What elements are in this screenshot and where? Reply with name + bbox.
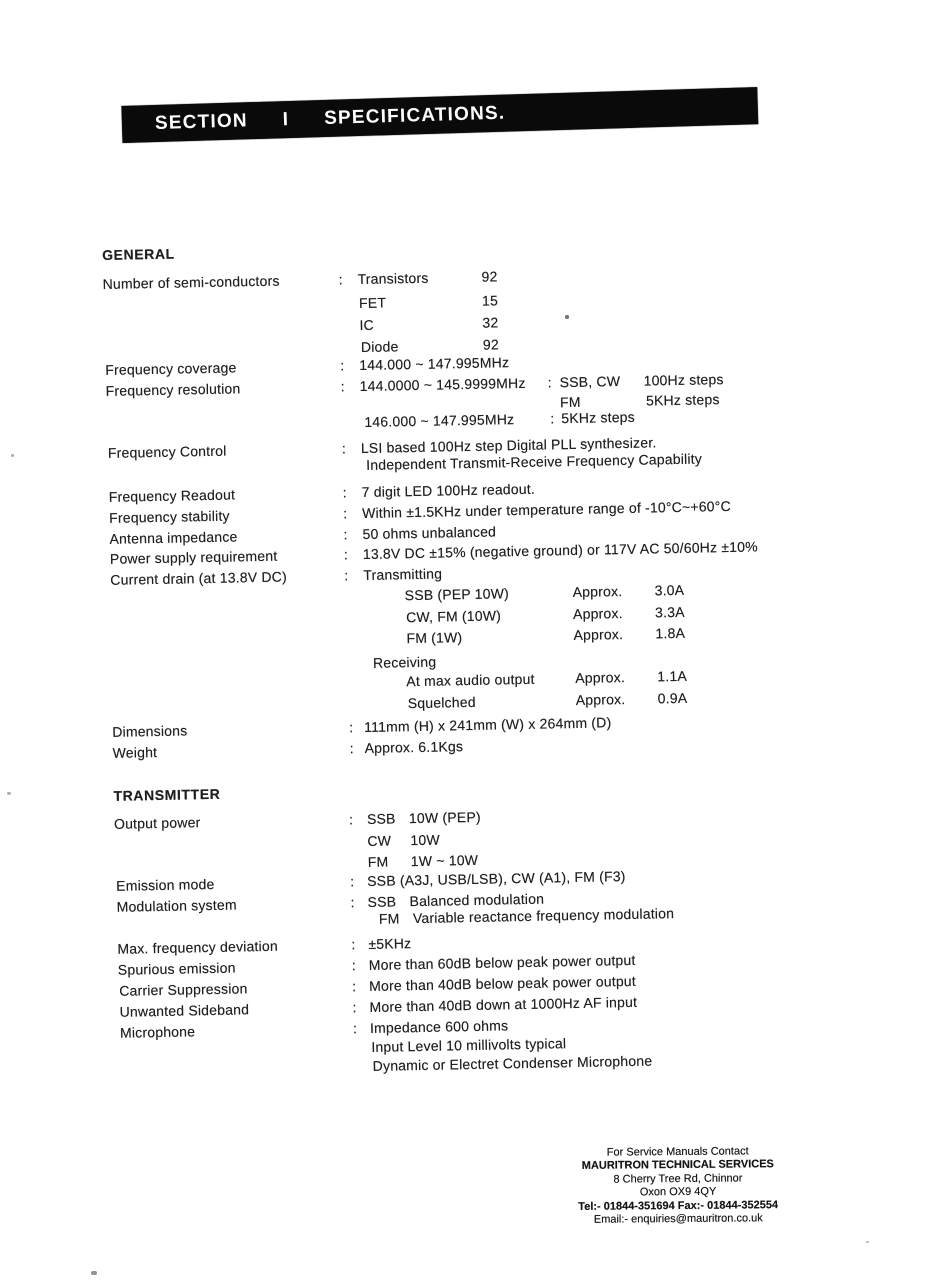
spec-value: LSI based 100Hz step Digital PLL synthesizer.: [360, 434, 657, 457]
colon-separator: :: [350, 894, 355, 911]
colon-separator: :: [343, 546, 349, 563]
colon-separator: :: [550, 410, 555, 427]
spec-value: 10W (PEP): [408, 808, 481, 827]
spec-value: Dynamic or Electret Condenser Microphone: [372, 1052, 653, 1074]
spec-value: Diode: [360, 338, 399, 356]
scan-speck: [866, 1241, 869, 1243]
colon-separator: :: [350, 873, 355, 890]
spec-label: Number of semi-conductors: [102, 272, 280, 292]
colon-separator: :: [352, 999, 357, 1016]
spec-value: 144.000 ~ 147.995MHz: [359, 354, 510, 374]
colon-separator: :: [351, 936, 356, 953]
footer-line-phone: Tel:- 01844-351694 Fax:- 01844-352554: [578, 1198, 779, 1213]
spec-label: Antenna impedance: [109, 528, 238, 547]
spec-label: Frequency coverage: [105, 359, 237, 378]
spec-value: Approx.: [573, 626, 624, 643]
spec-value: CW, FM (10W): [405, 607, 502, 626]
spec-value: 1.1A: [657, 667, 688, 685]
spec-value: 111mm (H) x 241mm (W) x 264mm (D): [364, 714, 612, 736]
spec-value: Balanced modulation: [409, 890, 545, 910]
spec-value: Transmitting: [363, 565, 443, 584]
spec-value: 5KHz steps: [561, 408, 636, 427]
spec-value: 13.8V DC ±15% (negative ground) or 117V AC 50/60Hz ±10%: [362, 538, 758, 563]
colon-separator: :: [340, 357, 345, 374]
spec-value: CW: [367, 832, 392, 849]
spec-value: 32: [482, 314, 499, 331]
spec-label: Emission mode: [116, 875, 215, 894]
spec-value: Input Level 10 millivolts typical: [371, 1035, 567, 1055]
colon-separator: :: [349, 719, 354, 736]
spec-value: 10W: [410, 831, 440, 849]
spec-value: 50 ohms unbalanced: [362, 523, 497, 543]
spec-label: Frequency Readout: [108, 486, 236, 505]
spec-label: Unwanted Sideband: [119, 1001, 250, 1020]
spec-value: 92: [482, 336, 500, 353]
spec-value: More than 60dB below peak power output: [368, 951, 636, 973]
colon-separator: :: [349, 740, 354, 757]
spec-value: SSB (PEP 10W): [404, 585, 510, 604]
colon-separator: :: [342, 484, 347, 501]
spec-value: Transistors: [357, 269, 429, 288]
spec-value: 3.0A: [654, 581, 685, 599]
spec-value: 5KHz steps: [645, 391, 720, 409]
spec-value: FM: [559, 393, 581, 411]
spec-value: SSB (A3J, USB/LSB), CW (A1), FM (F3): [367, 868, 626, 889]
spec-value: Independent Transmit-Receive Frequency Capability: [366, 450, 703, 473]
footer-line-company: MAURITRON TECHNICAL SERVICES: [581, 1158, 774, 1173]
spec-value: 92: [481, 268, 498, 285]
spec-value: At max audio output: [406, 670, 535, 690]
spec-value: FM: [367, 853, 389, 870]
spec-label: Weight: [112, 743, 158, 761]
spec-value: Approx.: [575, 669, 626, 686]
spec-value: 0.9A: [657, 689, 688, 707]
spec-value: SSB: [367, 893, 397, 910]
section-title: TRANSMITTER: [113, 785, 221, 804]
spec-value: Approx.: [572, 605, 623, 622]
spec-value: Within ±1.5KHz under temperature range of -10°C~+60°C: [361, 497, 731, 522]
spec-value: Approx.: [575, 690, 626, 708]
spec-value: IC: [359, 316, 375, 334]
spec-value: Variable reactance frequency modulation: [412, 905, 675, 927]
spec-value: 146.000 ~ 147.995MHz: [364, 411, 515, 430]
spec-value: SSB, CW: [559, 373, 621, 391]
colon-separator: :: [343, 526, 348, 543]
footer-line-email: Email:- enquiries@mauritron.co.uk: [593, 1212, 763, 1226]
colon-separator: :: [348, 811, 354, 828]
spec-label: Carrier Suppression: [119, 980, 248, 999]
scan-speck: [91, 1271, 97, 1275]
spec-value: Receiving: [372, 653, 437, 671]
spec-value: 144.0000 ~ 145.9999MHz: [359, 374, 526, 395]
service-contact-stamp: [551, 1145, 806, 1228]
spec-value: FM: [378, 910, 400, 927]
colon-separator: :: [341, 440, 347, 457]
spec-label: Power supply requirement: [109, 547, 278, 567]
spec-label: Frequency Control: [107, 442, 227, 461]
spec-value: ±5KHz: [368, 935, 412, 952]
spec-value: Impedance 600 ohms: [369, 1017, 509, 1036]
spec-value: 1.8A: [655, 624, 686, 642]
spec-label: Dimensions: [112, 722, 188, 740]
colon-separator: :: [342, 505, 348, 522]
footer-line-postcode: Oxon OX9 4QY: [639, 1185, 717, 1199]
colon-separator: :: [344, 567, 349, 584]
spec-value: Squelched: [407, 693, 476, 712]
colon-separator: :: [338, 271, 343, 288]
footer-line-address: 8 Cherry Tree Rd, Chinnor: [613, 1172, 743, 1186]
spec-label: Output power: [113, 814, 201, 832]
spec-value: FM (1W): [406, 629, 463, 647]
spec-value: Approx. 6.1Kgs: [364, 738, 464, 757]
scan-speck: [565, 315, 569, 319]
scan-speck: [7, 792, 11, 795]
spec-value: Approx.: [572, 583, 623, 600]
spec-value: 3.3A: [654, 603, 685, 621]
spec-value: SSB: [366, 810, 396, 827]
spec-label: Max. frequency deviation: [117, 937, 278, 957]
footer-line: For Service Manuals Contact: [606, 1145, 749, 1159]
colon-separator: :: [547, 374, 552, 391]
spec-label: Microphone: [119, 1023, 196, 1041]
section-title: GENERAL: [101, 245, 175, 263]
colon-separator: :: [351, 957, 357, 974]
scan-speck: [11, 454, 14, 457]
spec-value: FET: [358, 294, 387, 312]
spec-value: More than 40dB down at 1000Hz AF input: [369, 993, 638, 1015]
spec-value: 7 digit LED 100Hz readout.: [361, 480, 536, 501]
spec-value: 1W ~ 10W: [410, 851, 479, 870]
spec-value: 15: [481, 292, 499, 309]
spec-label: Modulation system: [116, 896, 237, 915]
colon-separator: :: [352, 978, 357, 995]
spec-value: More than 40dB below peak power output: [369, 972, 637, 994]
spec-label: Frequency stability: [108, 507, 230, 526]
spec-value: 100Hz steps: [643, 371, 724, 389]
colon-separator: :: [340, 378, 345, 395]
section-header-title: SECTION I SPECIFICATIONS.: [154, 102, 506, 135]
spec-label: Current drain (at 13.8V DC): [110, 568, 288, 588]
spec-label: Frequency resolution: [105, 380, 241, 399]
spec-label: Spurious emission: [117, 959, 236, 978]
colon-separator: :: [352, 1020, 358, 1037]
